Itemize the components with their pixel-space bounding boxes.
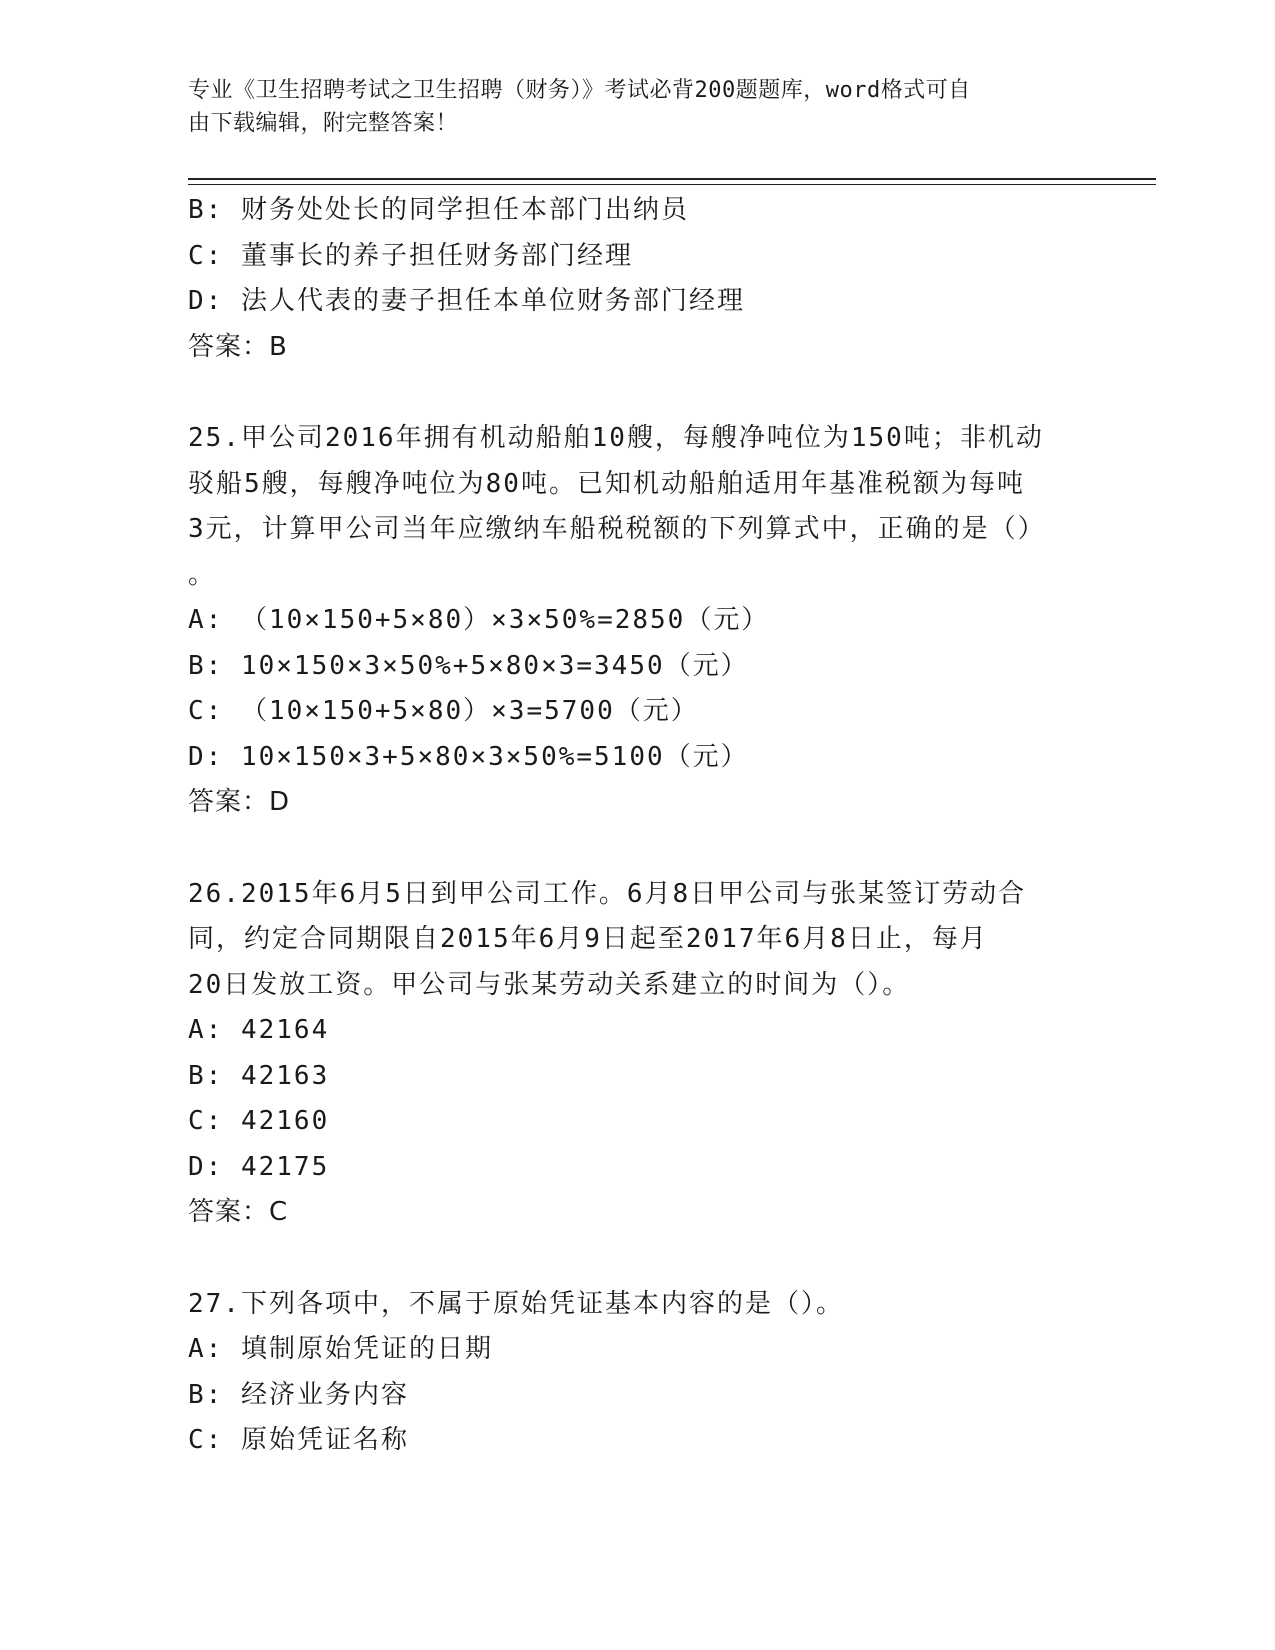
header-line-2: 由下载编辑，附完整答案！: [188, 111, 459, 136]
option-b: B: 财务处处长的同学担任本部门出纳员: [188, 195, 689, 225]
answer-line: 答案：D: [188, 787, 291, 817]
header-rule-thin: [188, 184, 1156, 185]
page-header: [188, 74, 1068, 140]
spacer: [188, 1236, 1088, 1282]
spacer: [188, 826, 1088, 872]
option-c: C: 董事长的养子担任财务部门经理: [188, 240, 633, 271]
option-c: C: （10×150+5×80）×3=5700（元）: [188, 696, 699, 726]
question-stem-line: 同，约定合同期限自2015年6月9日起至2017年6月8日止，每月: [188, 924, 988, 954]
option-b: B: 10×150×3×50%+5×80×3=3450（元）: [188, 650, 749, 681]
header-line-1: 专业《卫生招聘考试之卫生招聘（财务）》考试必背200题题库，word格式可自: [188, 78, 971, 103]
option-b: B: 经济业务内容: [188, 1379, 409, 1410]
question-27: [188, 1282, 1088, 1464]
question-stem-line: 27.下列各项中，不属于原始凭证基本内容的是（）。: [188, 1288, 844, 1319]
option-c: C: 原始凭证名称: [188, 1425, 409, 1455]
answer-line: 答案：C: [188, 1197, 289, 1227]
option-b: B: 42163: [188, 1060, 330, 1091]
option-d: D: 42175: [188, 1151, 330, 1182]
question-list: [188, 188, 1088, 1464]
question-25: [188, 416, 1088, 826]
answer-line: 答案：B: [188, 331, 288, 362]
option-a: A: 填制原始凭证的日期: [188, 1334, 493, 1364]
option-d: D: 10×150×3+5×80×3×50%=5100（元）: [188, 741, 749, 772]
header-rule-thick: [188, 178, 1156, 180]
question-stem-line: 驳船5艘，每艘净吨位为80吨。已知机动船舶适用年基准税额为每吨: [188, 468, 1025, 499]
question-24-tail: [188, 188, 1088, 370]
question-stem-line: 25.甲公司2016年拥有机动船舶10艘，每艘净吨位为150吨；非机动: [188, 423, 1044, 453]
spacer: [188, 370, 1088, 416]
option-d: D: 法人代表的妻子担任本单位财务部门经理: [188, 286, 745, 316]
question-stem-line: 。: [188, 559, 217, 590]
option-a: A: 42164: [188, 1015, 330, 1045]
option-c: C: 42160: [188, 1106, 330, 1136]
question-stem-line: 26.2015年6月5日到甲公司工作。6月8日甲公司与张某签订劳动合: [188, 878, 1027, 909]
question-stem-line: 20日发放工资。甲公司与张某劳动关系建立的时间为（）。: [188, 969, 911, 1000]
question-26: [188, 872, 1088, 1236]
question-stem-line: 3元，计算甲公司当年应缴纳车船税税额的下列算式中，正确的是（）: [188, 514, 1046, 544]
option-a: A: （10×150+5×80）×3×50%=2850（元）: [188, 605, 770, 635]
